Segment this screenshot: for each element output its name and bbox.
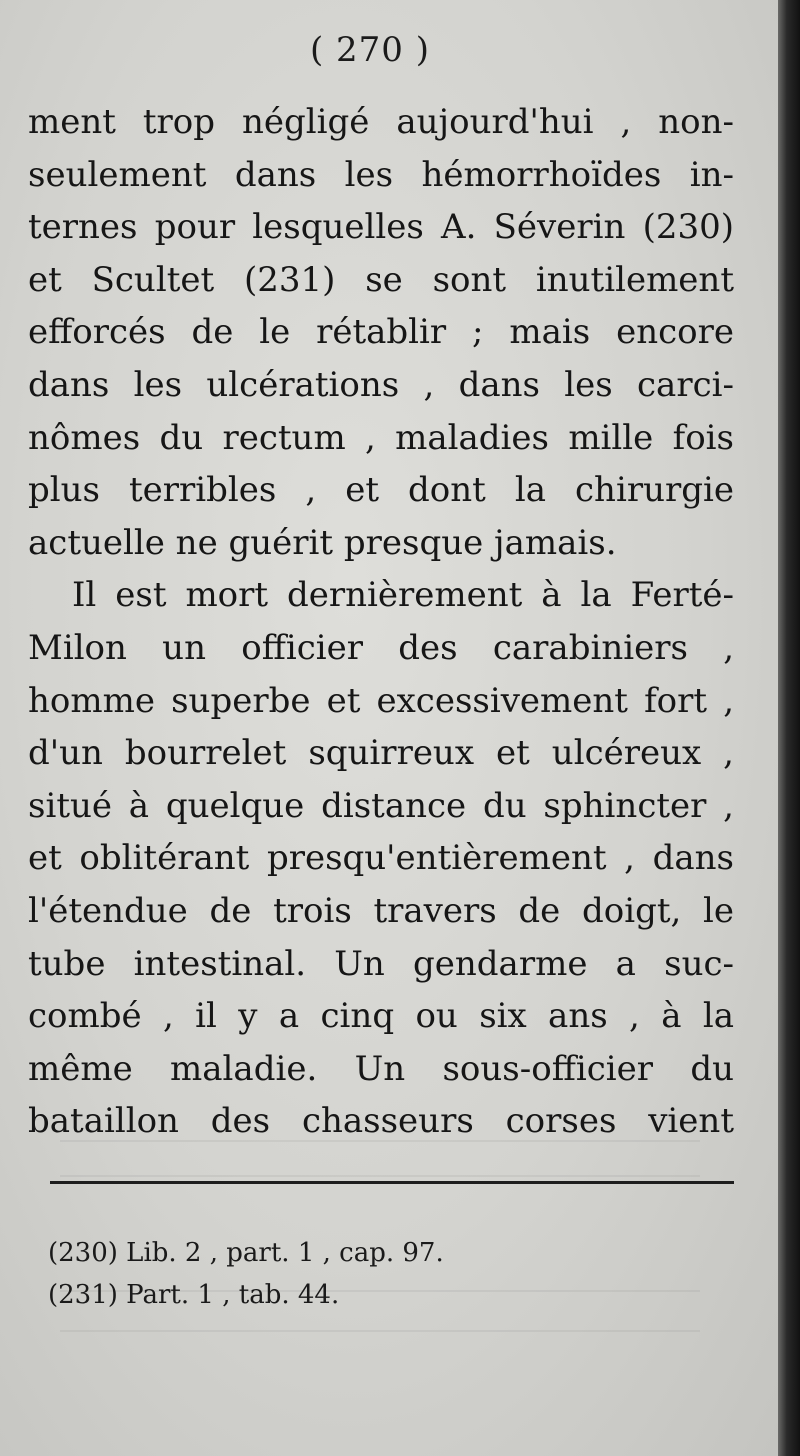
text-line: efforcés de le rétablir ; mais encore [28,312,734,353]
paragraph-start-line: Il est mort dernièrement à la Ferté- [72,575,734,616]
footnote-divider [50,1181,734,1184]
page-edge [778,0,800,1456]
footnotes [48,1232,444,1316]
text-line: situé à quelque distance du sphincter , [28,785,734,826]
text-line: seulement dans les hémorrhoïdes in- [28,154,734,195]
text-line: et oblitérant presqu'entièrement , dans [28,838,734,879]
text-line: bataillon des chasseurs corses vient [28,1101,734,1142]
text-line: combé , il y a cinq ou six ans , à la [28,996,734,1037]
text-line: ment trop négligé aujourd'hui , non- [28,102,734,142]
text-line: tube intestinal. Un gendarme a suc- [28,943,734,984]
text-line: d'un bourrelet squirreux et ulcéreux , [28,733,734,774]
text-line: nômes du rectum , maladies mille fois [28,417,734,458]
text-line: Milon un officier des carabiniers , [28,627,734,668]
text-line: plus terribles , et dont la chirurgie [28,470,734,511]
text-line: même maladie. Un sous-officier du [28,1048,734,1089]
page-number: ( 270 ) [309,30,431,70]
body-text [28,96,734,1148]
footnote-230: (230) Lib. 2 , part. 1 , cap. 97. [48,1238,444,1268]
text-line: actuelle ne guérit presque jamais. [28,522,617,563]
text-line: ternes pour lesquelles A. Séverin (230) [28,207,734,248]
footnote-231: (231) Part. 1 , tab. 44. [48,1280,340,1310]
text-line: et Scultet (231) se sont inutilement [28,259,734,300]
text-line: dans les ulcérations , dans les carci- [28,364,734,405]
text-line: homme superbe et excessivement fort , [28,680,734,721]
text-line: l'étendue de trois travers de doigt, le [28,890,734,931]
show-through-line [60,1330,700,1332]
show-through-line [60,1175,700,1177]
